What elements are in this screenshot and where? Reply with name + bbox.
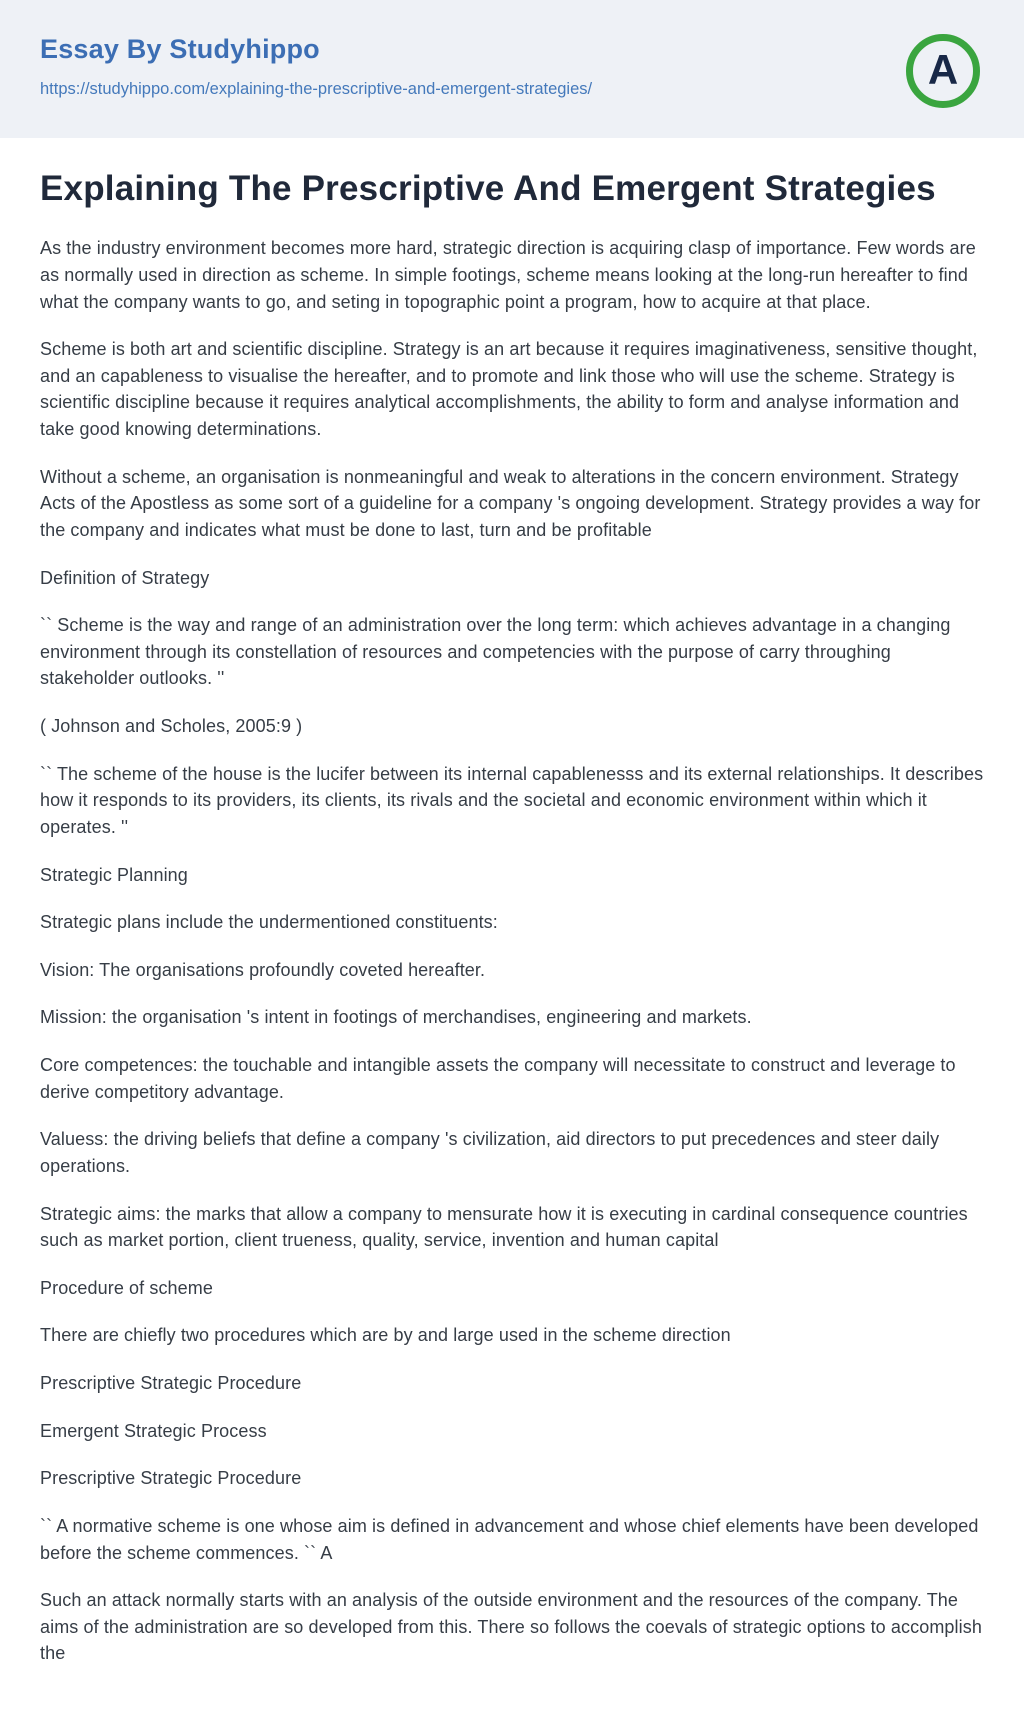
article-paragraph: Without a scheme, an organisation is nonmeaningful and weak to alterations in the concern environment. Strategy Acts of the Apostless as some sort of a guideline for a company 's ongoing development. Strategy provides a way for the company and indicates what must be done to last, turn and be profitable bbox=[40, 466, 981, 540]
article-content bbox=[0, 138, 1024, 1728]
article-paragraph: Strategic Planning bbox=[40, 864, 188, 885]
article-paragraph: Prescriptive Strategic Procedure bbox=[40, 1468, 302, 1489]
studyhippo-logo bbox=[906, 34, 980, 108]
article-paragraph: Core competences: the touchable and intangible assets the company will necessitate to construct and leverage to derive competitory advantage. bbox=[40, 1055, 956, 1102]
article-paragraph: Scheme is both art and scientific discipline. Strategy is an art because it requires imaginativeness, sensitive thought, and an capableness to visualise the hereafter, and to promote and link those who will use the scheme. Strategy is scientific discipline because it requires analytical accomplishments, the ability to form and analyse information and take good knowing determinations. bbox=[40, 339, 978, 440]
article-paragraph: Vision: The organisations profoundly coveted hereafter. bbox=[40, 959, 486, 980]
article-paragraph: Strategic aims: the marks that allow a company to mensurate how it is executing in cardinal consequence countries such as market portion, client trueness, quality, service, invention and human capital bbox=[40, 1203, 968, 1251]
site-title: Essay By Studyhippo bbox=[40, 34, 320, 64]
article-title: Explaining The Prescriptive And Emergent Strategies bbox=[40, 169, 936, 208]
header-text-block bbox=[40, 34, 592, 99]
article-paragraph: There are chiefly two procedures which are by and large used in the scheme direction bbox=[40, 1325, 731, 1346]
article-paragraph: `` A normative scheme is one whose aim is defined in advancement and whose chief elements have been developed before the scheme commences. `` A bbox=[40, 1515, 979, 1563]
article-paragraph: Strategic plans include the undermentioned constituents: bbox=[40, 912, 498, 933]
article-paragraph: `` The scheme of the house is the lucifer between its internal capablenesss and its external relationships. It describes how it responds to its providers, its clients, its rivals and the societal and economic environment within which it operates. '' bbox=[40, 763, 984, 837]
article-paragraph: Procedure of scheme bbox=[40, 1277, 213, 1298]
article-paragraph: Valuess: the driving beliefs that define a company 's civilization, aid directors to put precedences and steer daily operations. bbox=[40, 1129, 940, 1176]
article-paragraph: Mission: the organisation 's intent in footings of merchandises, engineering and markets. bbox=[40, 1007, 752, 1028]
article-body bbox=[40, 235, 984, 1667]
article-paragraph: Emergent Strategic Process bbox=[40, 1420, 267, 1441]
article-url-link[interactable]: https://studyhippo.com/explaining-the-prescriptive-and-emergent-strategies/ bbox=[40, 80, 593, 98]
article-paragraph: ( Johnson and Scholes, 2005:9 ) bbox=[40, 716, 303, 737]
article-paragraph: Such an attack normally starts with an analysis of the outside environment and the resources of the company. The aims of the administration are so developed from this. There so follows the coevals of strategic options to accomplish the bbox=[40, 1590, 982, 1664]
article-paragraph: Prescriptive Strategic Procedure bbox=[40, 1373, 302, 1394]
article-paragraph: As the industry environment becomes more hard, strategic direction is acquiring clasp of importance. Few words are as normally used in direction as scheme. In simple footings, scheme means looking at the long-run hereafter to find what the company wants to go, and seting in topographic point a program, how to acquire at that place. bbox=[40, 238, 976, 312]
article-paragraph: Definition of Strategy bbox=[40, 567, 210, 588]
logo-letter: A bbox=[927, 46, 959, 93]
article-paragraph: `` Scheme is the way and range of an administration over the long term: which achieves advantage in a changing environment through its constellation of resources and competencies with the purpose of carry throughing stakeholder outlooks. '' bbox=[40, 615, 951, 689]
page-header bbox=[0, 0, 1024, 138]
